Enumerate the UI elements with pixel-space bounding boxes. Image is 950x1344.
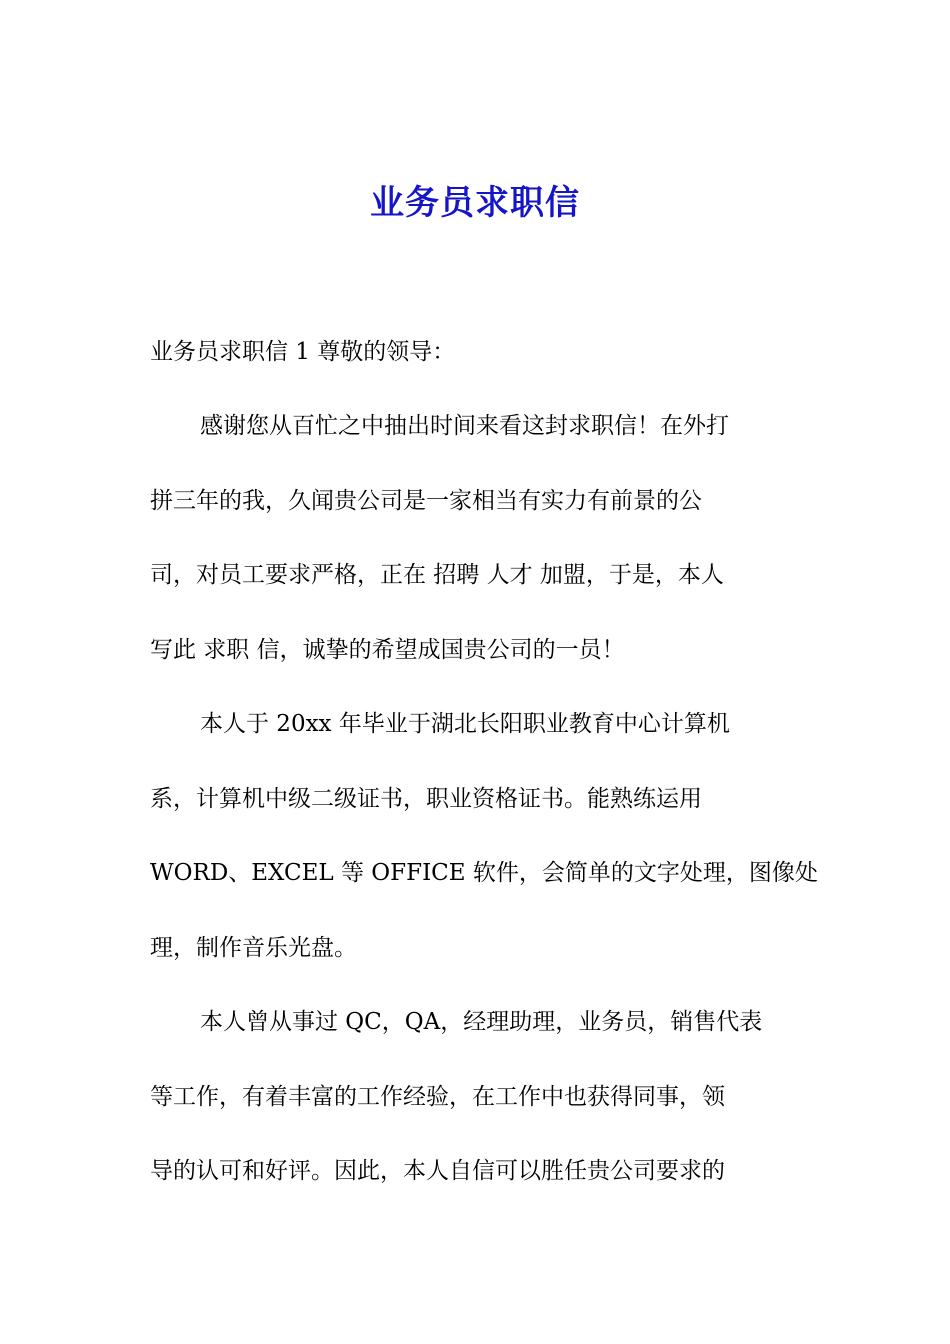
salutation-line: 业务员求职信 1 尊敬的领导： xyxy=(150,339,456,365)
paragraph-1-line-4: 写此 求职 信，诚挚的希望成国贵公司的一员！ xyxy=(150,637,625,663)
paragraph-3-line-2: 等工作，有着丰富的工作经验，在工作中也获得同事，领 xyxy=(150,1084,725,1110)
paragraph-3-line-1: 本人曾从事过 QC，QA，经理助理，业务员，销售代表 xyxy=(200,1009,763,1035)
paragraph-1-line-2: 拼三年的我，久闻贵公司是一家相当有实力有前景的公 xyxy=(150,488,702,514)
paragraph-1-line-1: 感谢您从百忙之中抽出时间来看这封求职信！在外打 xyxy=(200,413,729,439)
paragraph-2-line-4: 理，制作音乐光盘。 xyxy=(150,935,357,961)
paragraph-2-line-1: 本人于 20xx 年毕业于湖北长阳职业教育中心计算机 xyxy=(200,711,730,737)
document-title: 业务员求职信 xyxy=(370,183,580,223)
paragraph-2-line-3: WORD、EXCEL 等 OFFICE 软件，会简单的文字处理，图像处 xyxy=(150,860,818,886)
paragraph-1-line-3: 司，对员工要求严格，正在 招聘 人才 加盟，于是，本人 xyxy=(150,562,724,588)
paragraph-2-line-2: 系，计算机中级二级证书，职业资格证书。能熟练运用 xyxy=(150,786,702,812)
paragraph-3-line-3: 导的认可和好评。因此，本人自信可以胜任贵公司要求的 xyxy=(150,1158,725,1184)
